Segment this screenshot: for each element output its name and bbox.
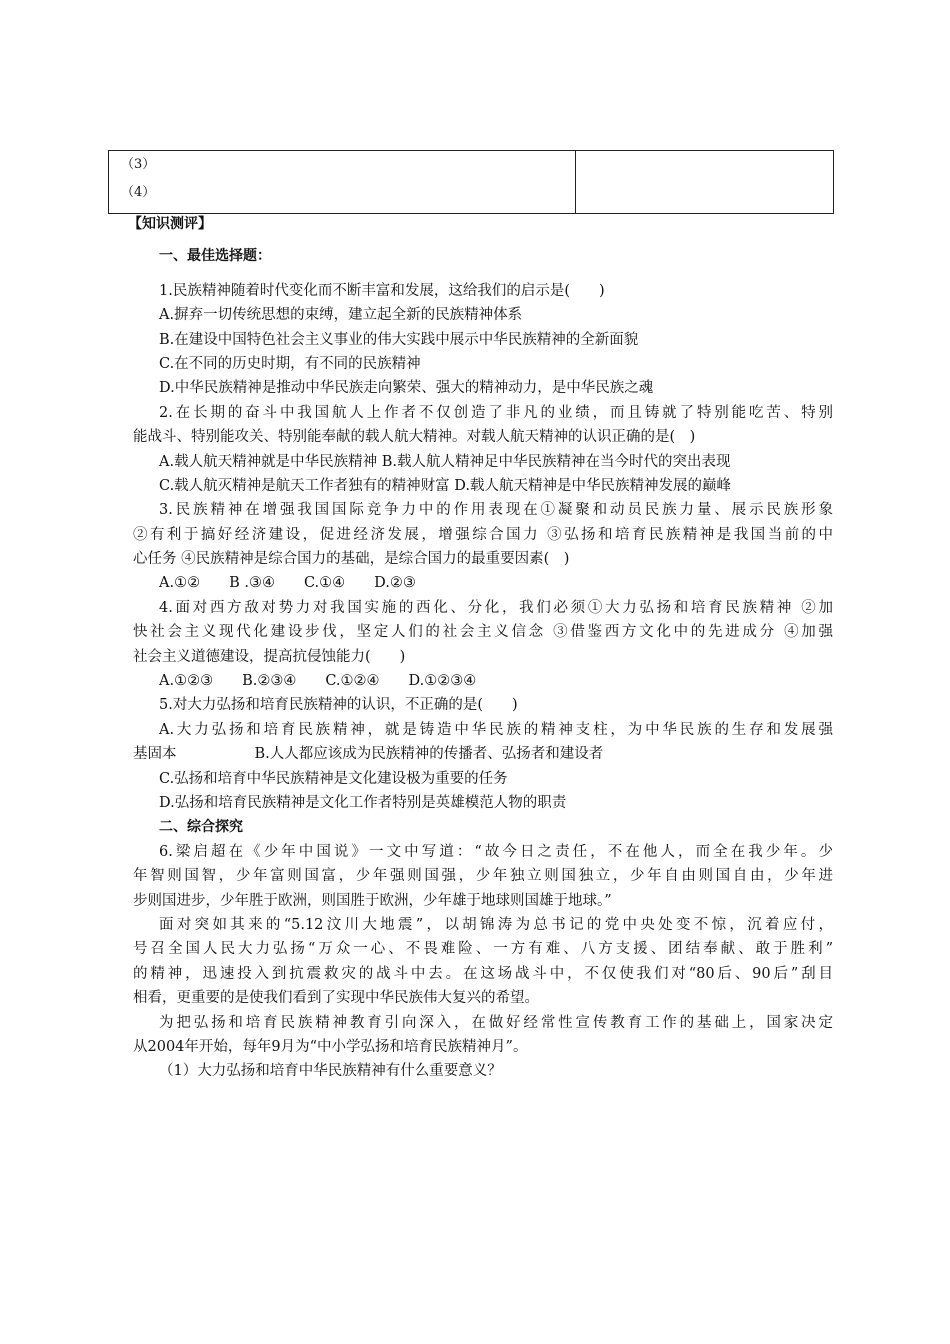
- options: A.①② B .③④ C.①④ D.②③: [159, 575, 416, 592]
- paragraph-line: 年智则国智，少年富则国富，少年强则国强，少年独立则国独立，少年自由则国自由，少年进: [133, 868, 833, 885]
- question-stem: 5.对大力弘扬和培育民族精神的认识，不正确的是( ): [159, 697, 518, 714]
- paragraph-line: 的精神，迅速投入到抗震救灾的战斗中去。在这场战斗中，不仅使我们对“80后、90后”刮目: [133, 965, 833, 982]
- options: A.①②③ B.②③④ C.①②④ D.①②③④: [159, 673, 477, 690]
- answer-table-left-cell: [109, 151, 576, 214]
- table-row-label: （4）: [121, 185, 156, 200]
- part1-title: 一、最佳选择题：: [159, 248, 271, 265]
- option-a: A.大力弘扬和培育民族精神，就是铸造中华民族的精神支柱，为中华民族的生存和发展强: [159, 721, 833, 738]
- paragraph-line: 6.梁启超在《少年中国说》一文中写道：“故今日之责任，不在他人，而全在我少年。少: [159, 843, 833, 860]
- answer-table: [108, 150, 834, 214]
- option-c: C.弘扬和培育中华民族精神是文化建设极为重要的任务: [159, 770, 508, 787]
- question-stem: 2.在长期的奋斗中我国航人上作者不仅创造了非凡的业绩，而且铸就了特别能吃苦、特别: [159, 404, 833, 421]
- option-d: D.中华民族精神是推动中华民族走向繁荣、强大的精神动力，是中华民族之魂: [159, 380, 654, 397]
- part2-title: 二、综合探究: [159, 819, 243, 836]
- option-a-tail: 基固本: [133, 746, 177, 763]
- question-stem-cont: 心任务 ④民族精神是综合国力的基础，是综合国力的最重要因素( ): [133, 551, 570, 568]
- option-b: B.人人都应该成为民族精神的传播者、弘扬者和建设者: [254, 746, 604, 763]
- question-3: [133, 498, 833, 596]
- option-b: B.在建设中国特色社会主义事业的伟大实践中展示中华民族精神的全新面貌: [159, 331, 639, 348]
- option-a: A.摒弃一切传统思想的束缚，建立起全新的民族精神体系: [159, 307, 523, 324]
- option-a-cont: [133, 742, 833, 766]
- option-c: C.在不同的历史时期，有不同的民族精神: [159, 355, 421, 372]
- question-5: [133, 693, 833, 815]
- paragraph-line: 号召全国人民大力弘扬“万众一心、不畏难险、一方有难、八方支援、团结奉献、敢于胜利”: [133, 941, 833, 958]
- question-2: [133, 401, 833, 499]
- question-stem-cont: 快社会主义现代化建设步伐，坚定人们的社会主义信念 ③借鉴西方文化中的先进成分 ④加强: [133, 624, 833, 641]
- question-stem: 3.民族精神在增强我国国际竞争力中的作用表现在①凝聚和动员民族力量、展示民族形象: [159, 502, 833, 519]
- question-stem-cont: ②有利于搞好经济建设，促进经济发展，增强综合国力 ③弘扬和培育民族精神是我国当前的中: [133, 526, 833, 543]
- question-stem-cont: 能战斗、特别能攻关、特别能奉献的载人航大精神。对载人航天精神的认识正确的是( ): [133, 429, 696, 446]
- question-4: [133, 596, 833, 694]
- option-d: D.弘扬和培育民族精神是文化工作者特别是英雄模范人物的职责: [159, 794, 567, 811]
- paragraph-line: 步则国进步，少年胜于欧洲，则国胜于欧洲，少年雄于地球则国雄于地球。”: [133, 892, 612, 909]
- paragraph-line: 相看，更重要的是使我们看到了实现中华民族伟大复兴的希望。: [133, 990, 539, 1007]
- answer-table-right-cell: [576, 151, 834, 214]
- paragraph-line: 为把弘扬和培育民族精神教育引向深入，在做好经常性宣传教育工作的基础上，国家决定: [159, 1014, 833, 1031]
- options-cd: C.载人航灭精神是航天工作者独有的精神财富 D.载人航天精神是中华民族精神发展的巅峰: [159, 477, 732, 494]
- question-stem-cont: 社会主义道德建设，提高抗侵蚀能力( ): [133, 648, 406, 665]
- paragraph-line: 从2004年开始，每年9月为“中小学弘扬和培育民族精神月”。: [133, 1038, 528, 1055]
- section-header: 【知识测评】: [128, 216, 212, 232]
- sub-question-1: （1）大力弘扬和培育中华民族精神有什么重要意义？: [159, 1063, 502, 1080]
- table-row-label: （3）: [121, 157, 156, 172]
- paragraph-line: 面对突如其来的“5.12汶川大地震”，以胡锦涛为总书记的党中央处变不惊，沉着应付，: [159, 916, 833, 933]
- options-ab: A.载人航天精神就是中华民族精神 B.载人航人精神足中华民族精神在当今时代的突出表现: [159, 453, 731, 470]
- question-stem: 4.面对西方敌对势力对我国实施的西化、分化，我们必须①大力弘扬和培育民族精神 ②加: [159, 599, 833, 616]
- question-6: [133, 840, 833, 1084]
- question-1: [133, 279, 833, 401]
- document-body: [128, 212, 833, 1084]
- question-stem: 1.民族精神随着时代变化而不断丰富和发展，这给我们的启示是( ): [159, 282, 605, 299]
